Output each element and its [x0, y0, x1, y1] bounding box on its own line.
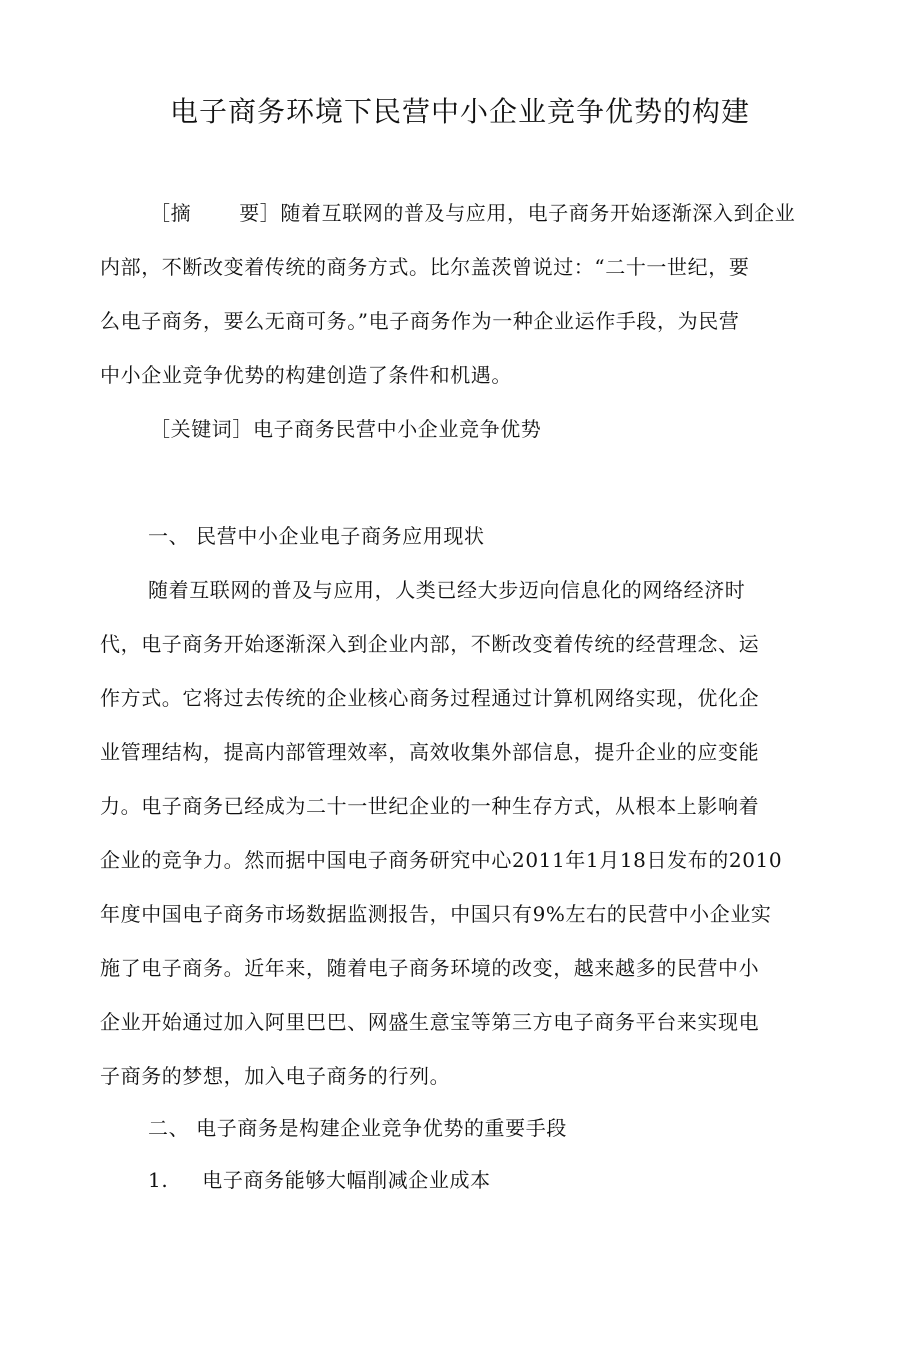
section1-heading: 一、 民营中小企业电子商务应用现状 — [148, 524, 485, 548]
section2-item-1 — [148, 1165, 491, 1195]
section1-line-8: 施了电子商务。近年来，随着电子商务环境的改变，越来越多的民营中小 — [100, 956, 760, 980]
abstract-label-right: 要］ — [239, 201, 281, 225]
keywords-line — [150, 414, 541, 444]
section1-line-9: 企业开始通过加入阿里巴巴、网盛生意宝等第三方电子商务平台来实现电 — [100, 1010, 760, 1034]
document-title: 电子商务环境下民营中小企业竞争优势的构建 — [169, 95, 750, 128]
section1-line-5: 力。电子商务已经成为二十一世纪企业的一种生存方式，从根本上影响着 — [100, 794, 760, 818]
section1-line-6: 企业的竞争力。然而据中国电子商务研究中心2011年1月18日发布的2010 — [100, 848, 783, 872]
abstract-line-1 — [150, 198, 795, 228]
abstract-line-4: 中小企业竞争优势的构建创造了条件和机遇。 — [100, 363, 512, 387]
section1-line-10: 子商务的梦想，加入电子商务的行列。 — [100, 1064, 451, 1088]
section1-line-4: 业管理结构，提高内部管理效率，高效收集外部信息，提升企业的应变能 — [100, 740, 760, 764]
item-text: 电子商务能够大幅削减企业成本 — [202, 1168, 491, 1192]
section1-line-7: 年度中国电子商务市场数据监测报告，中国只有9%左右的民营中小企业实 — [100, 902, 772, 926]
abstract-text-line: 随着互联网的普及与应用，电子商务开始逐渐深入到企业 — [280, 201, 796, 225]
item-number: 1. — [148, 1168, 169, 1192]
keywords-text: 电子商务民营中小企业竞争优势 — [253, 417, 542, 441]
section1-line-1: 随着互联网的普及与应用，人类已经大步迈向信息化的网络经济时 — [148, 578, 746, 602]
abstract-line-3: 么电子商务，要么无商可务。”电子商务作为一种企业运作手段，为民营 — [100, 309, 740, 333]
abstract-label-left: ［摘 — [150, 201, 192, 225]
section1-line-2: 代，电子商务开始逐渐深入到企业内部，不断改变着传统的经营理念、运 — [100, 632, 760, 656]
section2-heading: 二、 电子商务是构建企业竞争优势的重要手段 — [148, 1116, 567, 1140]
abstract-line-2: 内部，不断改变着传统的商务方式。比尔盖茨曾说过：“二十一世纪，要 — [100, 255, 750, 279]
section1-line-3: 作方式。它将过去传统的企业核心商务过程通过计算机网络实现，优化企 — [100, 686, 760, 710]
keywords-label: ［关键词］ — [150, 417, 253, 441]
